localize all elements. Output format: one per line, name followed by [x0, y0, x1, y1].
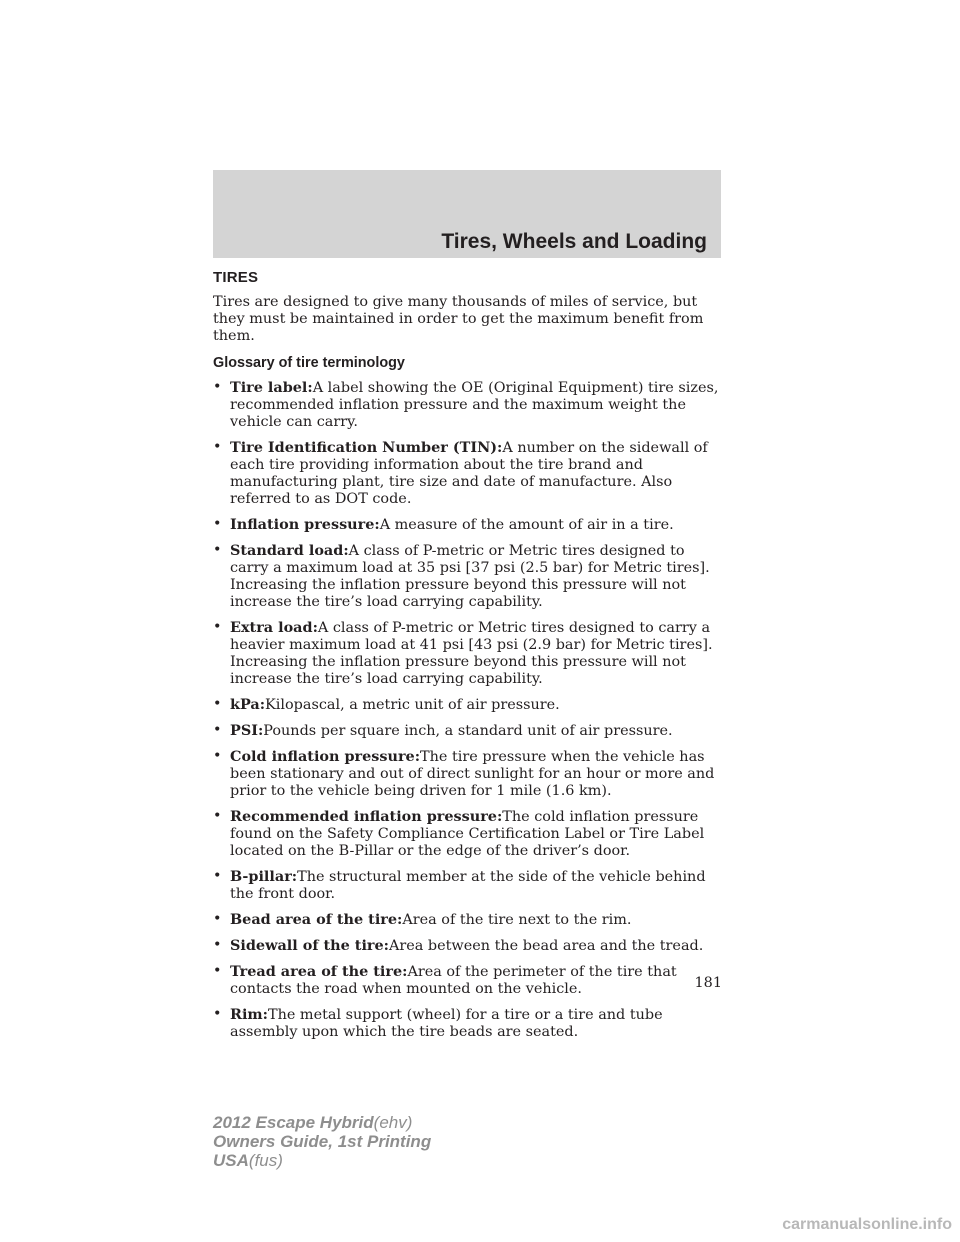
- section-heading: TIRES: [213, 269, 259, 286]
- glossary-definition: Area of the tire next to the rim.: [402, 912, 632, 928]
- bullet-glyph: •: [213, 868, 222, 884]
- bullet-glyph: •: [213, 696, 222, 712]
- glossary-definition: A class of P-metric or Metric tires designed to carry a maximum load at 35 psi [37 psi (2.5 bar) for Metric tires]. Increasing the inflation pressure beyond this pressure will not increase the tire’s load carrying capability.: [230, 543, 710, 610]
- glossary-definition: Pounds per square inch, a standard unit of air pressure.: [263, 723, 673, 739]
- glossary-item: [213, 516, 723, 534]
- footer-line-market: [213, 1151, 431, 1170]
- glossary-item: [213, 722, 723, 740]
- glossary-item: [213, 748, 723, 800]
- bullet-glyph: •: [213, 722, 222, 738]
- page-number: 181: [694, 975, 722, 991]
- bullet-glyph: •: [213, 808, 222, 824]
- footer-model-code: (ehv): [373, 1113, 413, 1132]
- glossary-item: [213, 1006, 723, 1041]
- glossary-term: Bead area of the tire:: [230, 911, 403, 928]
- bullet-glyph: •: [213, 963, 222, 979]
- glossary-definition: A number on the sidewall of each tire providing information about the tire brand and manufacturing plant, tire size and date of manufacture. Also referred to as DOT code.: [230, 440, 708, 507]
- footer-printing-info: [213, 1113, 431, 1170]
- glossary-item: [213, 963, 723, 998]
- glossary-item: [213, 937, 723, 955]
- glossary-item: [213, 542, 723, 611]
- glossary-term: kPa:: [230, 696, 266, 713]
- bullet-glyph: •: [213, 1006, 222, 1022]
- glossary-term: Cold inflation pressure:: [230, 748, 421, 765]
- bullet-glyph: •: [213, 516, 222, 532]
- glossary-term: Standard load:: [230, 542, 349, 559]
- glossary-item: [213, 696, 723, 714]
- glossary-definition: Area of the perimeter of the tire that contacts the road when mounted on the vehicle.: [230, 964, 677, 997]
- bullet-glyph: •: [213, 619, 222, 635]
- bullet-glyph: •: [213, 937, 222, 953]
- glossary-definition: A label showing the OE (Original Equipment) tire sizes, recommended inflation pressure and the maximum weight the vehicle can carry.: [230, 380, 719, 430]
- bullet-glyph: •: [213, 439, 222, 455]
- glossary-item: [213, 379, 723, 431]
- glossary-term: B-pillar:: [230, 868, 298, 885]
- chapter-title: Tires, Wheels and Loading: [441, 230, 707, 253]
- glossary-definition: The structural member at the side of the vehicle behind the front door.: [230, 869, 706, 902]
- glossary-definition: The metal support (wheel) for a tire or a tire and tube assembly upon which the tire beads are seated.: [230, 1007, 663, 1040]
- glossary-item: [213, 868, 723, 903]
- bullet-glyph: •: [213, 748, 222, 764]
- glossary-definition: Area between the bead area and the tread.: [388, 938, 704, 954]
- glossary-definition: A class of P-metric or Metric tires designed to carry a heavier maximum load at 41 psi [43 psi (2.9 bar) for Metric tires]. Increasing the inflation pressure beyond this pressure will not increase the tire’s load carrying capability.: [230, 620, 713, 687]
- page-content: [213, 269, 723, 1049]
- glossary-term: Recommended inflation pressure:: [230, 808, 503, 825]
- footer-market-code: (fus): [248, 1151, 283, 1170]
- glossary-term: Tread area of the tire:: [230, 963, 408, 980]
- bullet-glyph: •: [213, 911, 222, 927]
- glossary-term: Rim:: [230, 1006, 268, 1023]
- glossary-term: Tire label:: [230, 379, 313, 396]
- glossary-item: [213, 619, 723, 688]
- glossary-term: PSI:: [230, 722, 264, 739]
- footer-line-printing: Owners Guide, 1st Printing: [213, 1132, 432, 1151]
- glossary-term: Tire Identification Number (TIN):: [230, 439, 503, 456]
- glossary-term: Sidewall of the tire:: [230, 937, 389, 954]
- intro-paragraph: Tires are designed to give many thousands of miles of service, but they must be maintained in order to get the maximum benefit from them.: [213, 294, 704, 344]
- glossary-item: [213, 808, 723, 860]
- glossary-list: [213, 379, 723, 1041]
- glossary-definition: A measure of the amount of air in a tire.: [379, 517, 674, 533]
- watermark: carmanualsonline.info: [782, 1216, 952, 1233]
- glossary-item: [213, 439, 723, 508]
- glossary-definition: Kilopascal, a metric unit of air pressure.: [265, 697, 560, 713]
- glossary-definition: The tire pressure when the vehicle has been stationary and out of direct sunlight for an hour or more and prior to the vehicle being driven for 1 mile (1.6 km).: [230, 749, 715, 799]
- footer-model: 2012 Escape Hybrid: [213, 1113, 374, 1132]
- bullet-glyph: •: [213, 542, 222, 558]
- glossary-heading: Glossary of tire terminology: [213, 355, 405, 371]
- footer-line-model: [213, 1113, 431, 1132]
- glossary-term: Inflation pressure:: [230, 516, 380, 533]
- chapter-header-band: [213, 170, 721, 258]
- glossary-definition: The cold inflation pressure found on the Safety Compliance Certification Label or Tire Label located on the B-Pillar or the edge of the driver’s door.: [230, 809, 705, 859]
- footer-market: USA: [213, 1151, 249, 1170]
- bullet-glyph: •: [213, 379, 222, 395]
- glossary-term: Extra load:: [230, 619, 318, 636]
- glossary-item: [213, 911, 723, 929]
